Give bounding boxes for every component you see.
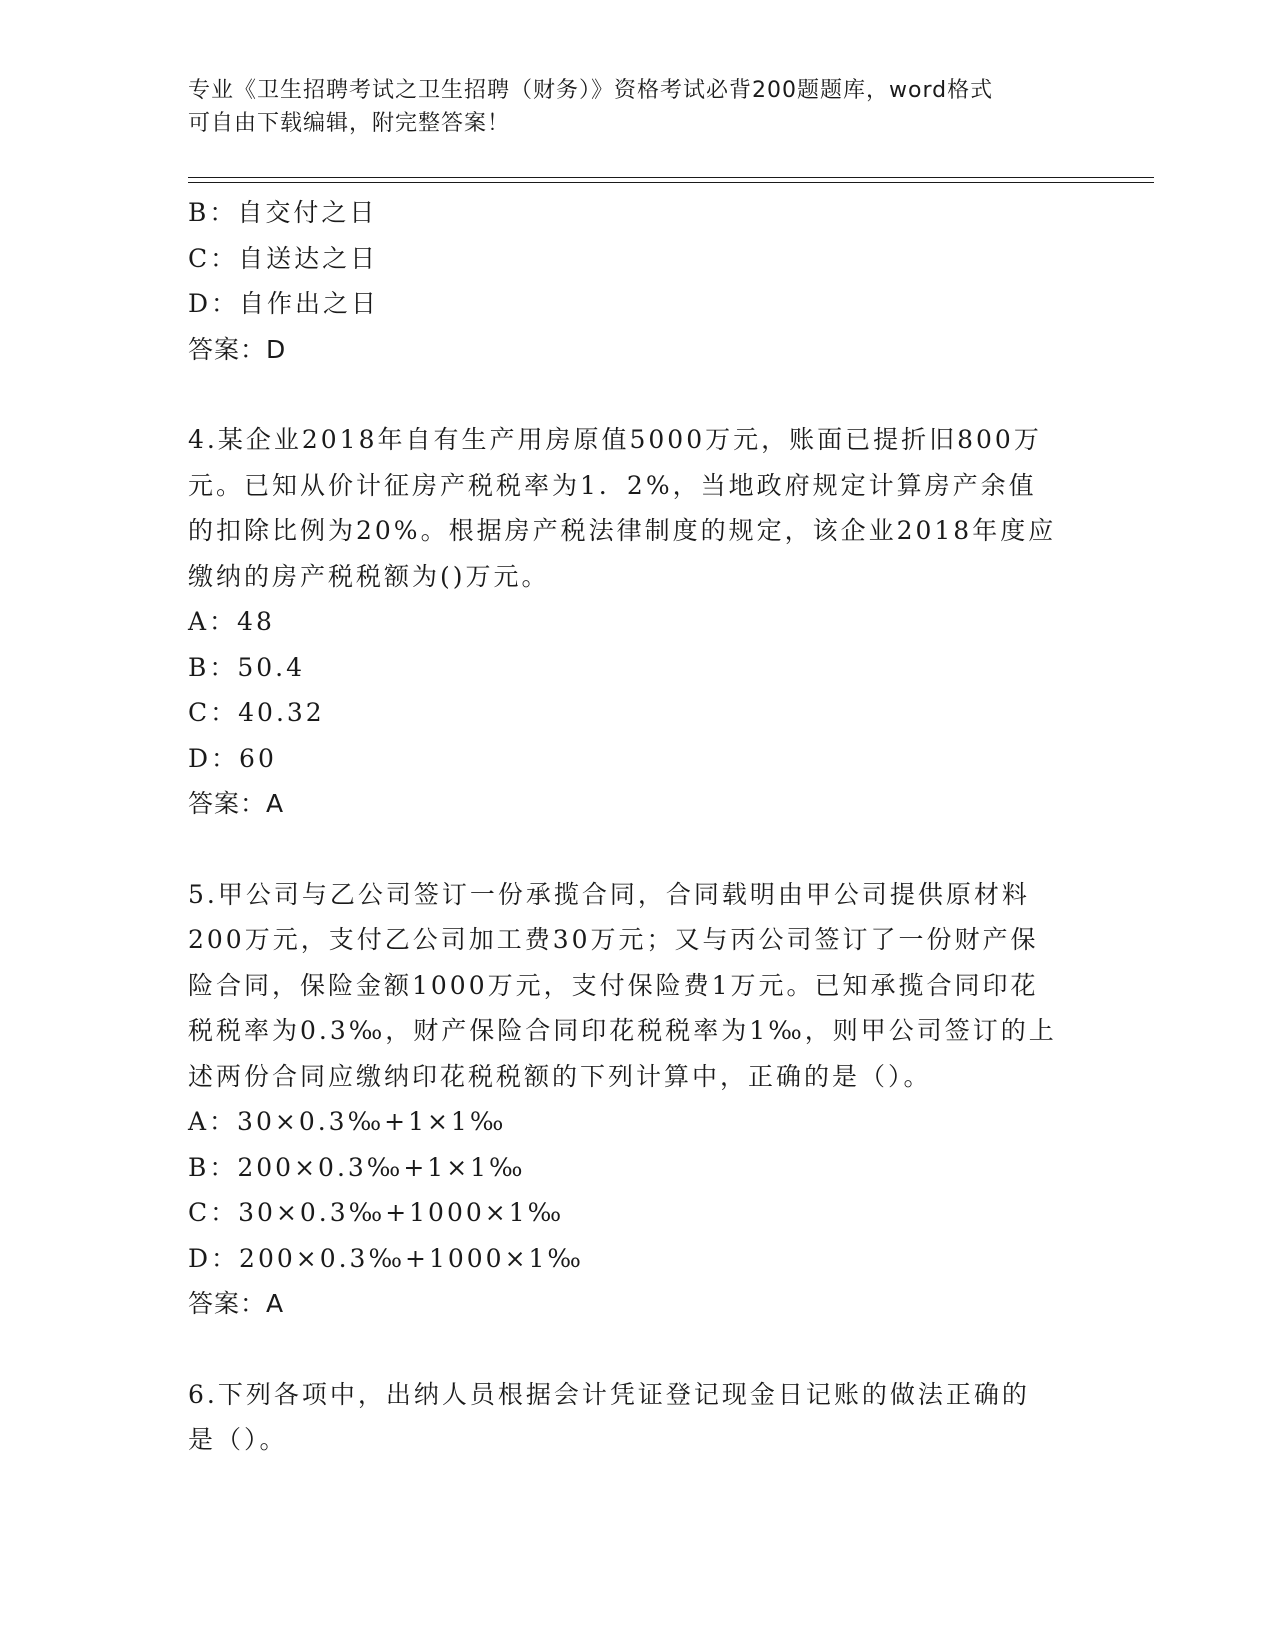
question-3-tail — [188, 190, 1088, 372]
question-text-line: 6.下列各项中，出纳人员根据会计凭证登记现金日记账的做法正确的 — [188, 1379, 1030, 1409]
header-divider-bottom — [188, 182, 1154, 183]
spacer — [188, 372, 1088, 417]
question-text-line: 述两份合同应缴纳印花税税额的下列计算中，正确的是（）。 — [188, 1061, 932, 1091]
question-content — [188, 190, 1088, 1463]
answer-line: 答案：A — [188, 1289, 285, 1318]
question-6 — [188, 1372, 1088, 1463]
header-title-line-1: 专业《卫生招聘考试之卫生招聘（财务）》资格考试必背200题题库，word格式 — [188, 78, 994, 103]
question-text-line: 元。已知从价计征房产税税率为1．2%，当地政府规定计算房产余值 — [188, 470, 1037, 500]
option-d: D：60 — [188, 743, 277, 773]
option-d: D：自作出之日 — [188, 289, 380, 318]
header-divider-top — [188, 177, 1154, 178]
question-text-line: 缴纳的房产税税额为()万元。 — [188, 561, 550, 591]
header-title-line-2: 可自由下载编辑，附完整答案！ — [188, 111, 511, 136]
question-text-line: 5.甲公司与乙公司签订一份承揽合同，合同载明由甲公司提供原材料 — [188, 879, 1030, 909]
question-text-line: 险合同，保险金额1000万元，支付保险费1万元。已知承揽合同印花 — [188, 970, 1039, 1000]
question-text-line: 200万元，支付乙公司加工费30万元；又与丙公司签订了一份财产保 — [188, 925, 1039, 954]
option-b: B：自交付之日 — [188, 198, 378, 227]
option-d: D：200×0.3‰+1000×1‰ — [188, 1243, 584, 1273]
question-4 — [188, 417, 1088, 827]
answer-line: 答案：A — [188, 789, 285, 818]
option-a: A：48 — [188, 607, 275, 636]
option-c: C：30×0.3‰+1000×1‰ — [188, 1198, 565, 1227]
spacer — [188, 1327, 1088, 1372]
option-a: A：30×0.3‰+1×1‰ — [188, 1107, 507, 1136]
option-b: B：200×0.3‰+1×1‰ — [188, 1152, 526, 1182]
question-text-line: 是（）。 — [188, 1425, 288, 1454]
option-c: C：自送达之日 — [188, 243, 379, 273]
option-c: C：40.32 — [188, 698, 325, 727]
question-text-line: 4.某企业2018年自有生产用房原值5000万元，账面已提折旧800万 — [188, 425, 1042, 454]
document-header — [188, 74, 1068, 140]
question-5 — [188, 872, 1088, 1327]
spacer — [188, 827, 1088, 872]
answer-line: 答案：D — [188, 334, 287, 364]
question-text-line: 税税率为0.3‰，财产保险合同印花税税率为1‰，则甲公司签订的上 — [188, 1016, 1057, 1045]
question-text-line: 的扣除比例为20%。根据房产税法律制度的规定，该企业2018年度应 — [188, 516, 1057, 545]
option-b: B：50.4 — [188, 652, 306, 682]
